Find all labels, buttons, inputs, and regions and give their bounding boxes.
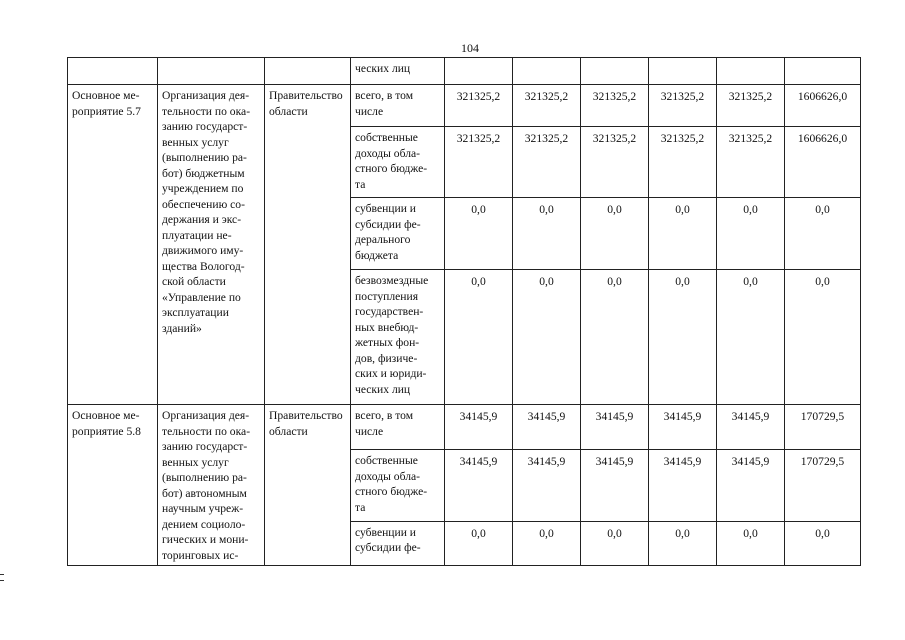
measure-cell: Основное ме- роприятие 5.7: [68, 85, 158, 405]
value-cell: 321325,2: [717, 85, 785, 127]
funding-source-cell: всего, в том числе: [351, 85, 445, 127]
description-cell: Организация дея- тельности по ока- занию государст- венных услуг (выполнению ра- бот) бюджетным учреждением по обеспечению со- держания и экс- плуатации не- движимого иму- щества Вологод- ской области «Управление по эксплуатации зданий»: [158, 85, 265, 405]
scan-margin-mark: [0, 580, 4, 581]
executor-cell: Правительство области: [265, 405, 351, 566]
value-cell: 321325,2: [717, 127, 785, 198]
value-cell: 34145,9: [581, 450, 649, 522]
value-cell: 0,0: [649, 198, 717, 270]
value-cell: 34145,9: [445, 405, 513, 450]
value-cell: 34145,9: [649, 450, 717, 522]
total-cell: 0,0: [785, 521, 861, 565]
value-cell: 321325,2: [513, 127, 581, 198]
value-cell: [717, 58, 785, 85]
total-cell: 1606626,0: [785, 127, 861, 198]
measure-cell: [68, 58, 158, 85]
scan-margin-mark: [0, 574, 4, 575]
funding-source-cell: собственные доходы обла- стного бюдже- та: [351, 450, 445, 522]
value-cell: 321325,2: [445, 127, 513, 198]
value-cell: 0,0: [445, 521, 513, 565]
measure-cell: Основное ме- роприятие 5.8: [68, 405, 158, 566]
funding-source-cell: ческих лиц: [351, 58, 445, 85]
value-cell: 0,0: [445, 270, 513, 405]
funding-source-cell: субвенции и субсидии фе- дерального бюджета: [351, 198, 445, 270]
funding-source-cell: безвозмездные поступления государствен- ных внебюд- жетных фон- дов, физиче- ских и юриди- ческих лиц: [351, 270, 445, 405]
value-cell: [513, 58, 581, 85]
value-cell: 34145,9: [717, 450, 785, 522]
total-cell: 0,0: [785, 270, 861, 405]
total-cell: 0,0: [785, 198, 861, 270]
value-cell: 321325,2: [581, 85, 649, 127]
total-cell: 1606626,0: [785, 85, 861, 127]
total-cell: 170729,5: [785, 405, 861, 450]
value-cell: 34145,9: [581, 405, 649, 450]
value-cell: 321325,2: [649, 127, 717, 198]
funding-source-cell: субвенции и субсидии фе-: [351, 521, 445, 565]
budget-table: [67, 57, 861, 566]
total-cell: 170729,5: [785, 450, 861, 522]
table-row: [68, 405, 861, 450]
value-cell: 0,0: [513, 270, 581, 405]
value-cell: 0,0: [445, 198, 513, 270]
value-cell: 0,0: [717, 198, 785, 270]
total-cell: [785, 58, 861, 85]
value-cell: 34145,9: [649, 405, 717, 450]
value-cell: 321325,2: [513, 85, 581, 127]
value-cell: 0,0: [717, 521, 785, 565]
value-cell: 0,0: [513, 198, 581, 270]
value-cell: [445, 58, 513, 85]
table-row: [68, 85, 861, 127]
value-cell: 34145,9: [513, 450, 581, 522]
description-cell: Организация дея- тельности по ока- занию государст- венных услуг (выполнению ра- бот) автономным научным учреж- дением социоло- гических и мони- торинговых ис-: [158, 405, 265, 566]
value-cell: [581, 58, 649, 85]
value-cell: 0,0: [581, 270, 649, 405]
page-number: 104: [461, 41, 479, 55]
value-cell: [649, 58, 717, 85]
value-cell: 321325,2: [649, 85, 717, 127]
funding-source-cell: всего, в том числе: [351, 405, 445, 450]
value-cell: 34145,9: [513, 405, 581, 450]
executor-cell: Правительство области: [265, 85, 351, 405]
value-cell: 321325,2: [581, 127, 649, 198]
table-row-continuation: [68, 58, 861, 85]
executor-cell: [265, 58, 351, 85]
value-cell: 0,0: [581, 521, 649, 565]
value-cell: 34145,9: [445, 450, 513, 522]
value-cell: 0,0: [649, 521, 717, 565]
value-cell: 0,0: [581, 198, 649, 270]
value-cell: 0,0: [717, 270, 785, 405]
value-cell: 321325,2: [445, 85, 513, 127]
description-cell: [158, 58, 265, 85]
value-cell: 0,0: [649, 270, 717, 405]
funding-source-cell: собственные доходы обла- стного бюдже- та: [351, 127, 445, 198]
value-cell: 0,0: [513, 521, 581, 565]
value-cell: 34145,9: [717, 405, 785, 450]
